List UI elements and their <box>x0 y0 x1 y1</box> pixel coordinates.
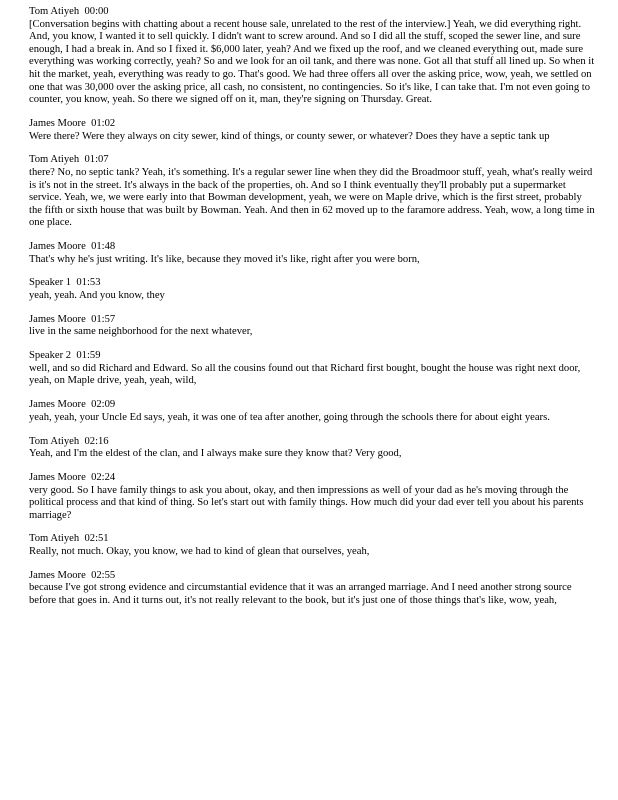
turn-header <box>29 436 596 449</box>
turn-header <box>29 399 596 412</box>
speaker-name: James Moore <box>29 313 86 325</box>
transcript-turn <box>29 154 596 230</box>
speaker-name: Tom Atiyeh <box>29 533 80 545</box>
transcript-turn <box>29 241 596 266</box>
turn-text: because I've got strong evidence and circumstantial evidence that it was an arranged marriage. And I need another strong source before that goes in. And it turns out, it's not really relevant to the book, but it's just one of those things that's like, wow, yeah, <box>29 582 572 607</box>
turn-header <box>29 118 596 131</box>
transcript-turn <box>29 118 596 143</box>
transcript-turn <box>29 314 596 339</box>
timestamp: 01:02 <box>91 117 116 129</box>
timestamp: 02:55 <box>91 569 116 581</box>
timestamp: 01:07 <box>84 154 109 166</box>
speaker-name: Tom Atiyeh <box>29 154 80 166</box>
timestamp: 01:59 <box>76 350 101 362</box>
speaker-name: Speaker 2 <box>29 350 72 362</box>
speaker-name: James Moore <box>29 569 86 581</box>
speaker-name: Speaker 1 <box>29 277 72 289</box>
speaker-name: James Moore <box>29 471 86 483</box>
turn-text: [Conversation begins with chatting about a recent house sale, unrelated to the rest of the interview.] Yeah, we did everything right. And, you know, I wanted it to sell quickly. I didn't want to screw around. And so I did all the stuff, scoped the sewer line, and sure enough, I had a break in. And so I fixed it. $6,000 later, yeah? And we fixed up the roof, and we cleaned everything out, made sure everything was working correctly, yeah? So and we look for an oil tank, and there was none. Got all that stuff all lined up. So when it hit the market, yeah, everything was ready to go. That's good. We had three offers all over the asking price, wow, yeah, we settled on one that was 30,000 over the asking price, all cash, no consistent, no contingencies. So it's like, I can take that. I'm not even going to counter, you know, yeah. So there we signed off on it, man, they're signing on Thursday. Great. <box>29 18 595 106</box>
turn-text: Really, not much. Okay, you know, we had to kind of glean that ourselves, yeah, <box>29 546 370 558</box>
turn-header <box>29 570 596 583</box>
timestamp: 02:09 <box>91 399 116 411</box>
transcript-turn <box>29 533 596 558</box>
timestamp: 01:48 <box>91 241 116 253</box>
transcript-turn <box>29 399 596 424</box>
speaker-name: Tom Atiyeh <box>29 6 80 17</box>
transcript-turn <box>29 436 596 461</box>
transcript-turn <box>29 472 596 522</box>
speaker-name: James Moore <box>29 241 86 253</box>
turn-header <box>29 6 596 19</box>
turn-text: That's why he's just writing. It's like, because they moved it's like, right after you were born, <box>29 253 420 265</box>
timestamp: 02:51 <box>84 533 109 545</box>
turn-text: yeah, yeah, your Uncle Ed says, yeah, it was one of tea after another, going through the schools there for about eight years. <box>29 411 550 423</box>
timestamp: 02:24 <box>91 471 116 483</box>
turn-header <box>29 241 596 254</box>
turn-header <box>29 533 596 546</box>
turn-text: well, and so did Richard and Edward. So all the cousins found out that Richard first bought, bought the house was right next door, yeah, on Maple drive, yeah, yeah, wild, <box>29 362 581 387</box>
turn-text: live in the same neighborhood for the next whatever, <box>29 326 253 338</box>
timestamp: 01:53 <box>76 277 101 289</box>
transcript-turn <box>29 6 596 107</box>
timestamp: 00:00 <box>84 6 109 17</box>
timestamp: 01:57 <box>91 313 116 325</box>
turn-text: yeah, yeah. And you know, they <box>29 290 165 302</box>
turn-text: Yeah, and I'm the eldest of the clan, and I always make sure they know that? Very good, <box>29 448 402 460</box>
turn-text: very good. So I have family things to ask you about, okay, and then impressions as well of your dad as he's moving through the political process and that kind of thing. So let's start out with family things. How much did your dad ever tell you about his parents marriage? <box>29 484 584 521</box>
transcript-turn <box>29 350 596 388</box>
transcript-turn <box>29 570 596 608</box>
transcript-turn <box>29 277 596 302</box>
speaker-name: James Moore <box>29 117 86 129</box>
turn-header <box>29 277 596 290</box>
turn-header <box>29 472 596 485</box>
turn-text: there? No, no septic tank? Yeah, it's something. It's a regular sewer line when they did the Broadmoor stuff, yeah, what's really weird is it's not in the street. It's always in the back of the properties, oh. And so I think eventually they'll probably put a supermarket service. Yeah, we, we were early into that Bowman development, yeah, we were on Maple drive, which is the first street, probably the fifth or sixth house that was built by Bowman. Yeah. And then in 62 moved up to the faramore address. Yeah, wow, a long time in one place. <box>29 166 595 229</box>
timestamp: 02:16 <box>84 435 109 447</box>
turn-header <box>29 314 596 327</box>
turn-header <box>29 154 596 167</box>
speaker-name: Tom Atiyeh <box>29 435 80 447</box>
turn-header <box>29 350 596 363</box>
turn-text: Were there? Were they always on city sewer, kind of things, or county sewer, or whatever? Does they have a septic tank up <box>29 130 550 142</box>
speaker-name: James Moore <box>29 399 86 411</box>
